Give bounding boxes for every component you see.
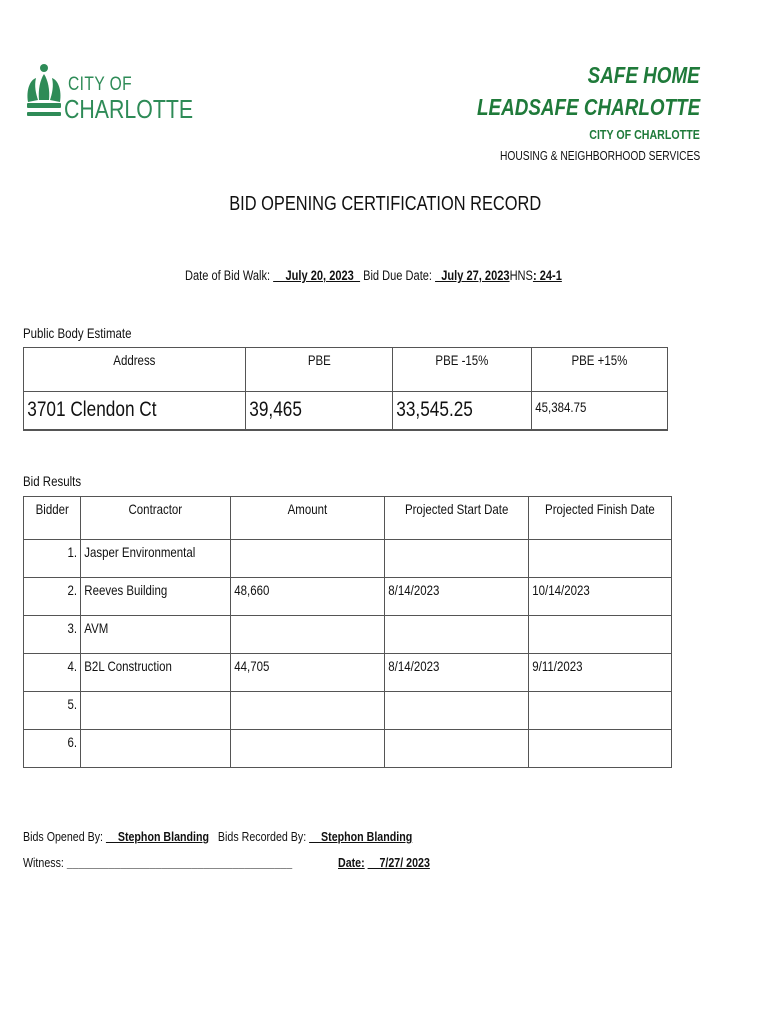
pbe-plus-15: 45,384.75 — [532, 392, 668, 431]
bids-opened-recorded-line — [23, 829, 412, 844]
bid-header-cell: Projected Start Date — [384, 497, 528, 540]
pbe-header-cell: PBE +15% — [532, 348, 668, 392]
finish-date: 9/11/2023 — [529, 654, 672, 692]
witness-label: Witness: — [23, 855, 64, 870]
finish-date — [529, 616, 672, 654]
bid-results-label: Bid Results — [23, 473, 82, 489]
bid-header-cell: Projected Finish Date — [529, 497, 672, 540]
pbe-header-cell: Address — [24, 348, 246, 392]
finish-date — [529, 540, 672, 578]
bid-results-table — [23, 496, 672, 768]
bid-header-cell: Contractor — [81, 497, 231, 540]
date-label: Date: — [338, 855, 365, 870]
pbe-minus-15: 33,545.25 — [393, 392, 532, 431]
bid-dates-line — [185, 268, 562, 283]
pbe-table — [23, 347, 668, 431]
start-date: 8/14/2023 — [384, 654, 528, 692]
signature-date-line — [338, 855, 430, 870]
bid-due-date: _July 27, 2023 — [435, 268, 510, 283]
table-row — [24, 616, 672, 654]
contractor-name: Jasper Environmental — [81, 540, 231, 578]
bid-header-row — [24, 497, 672, 540]
bidder-number: 6. — [24, 730, 81, 768]
pbe-section-label: Public Body Estimate — [23, 325, 132, 341]
bid-amount: 48,660 — [231, 578, 385, 616]
bid-walk-label: Date of Bid Walk: — [185, 268, 271, 283]
recorded-by-label: Bids Recorded By: — [217, 829, 307, 844]
table-row — [24, 730, 672, 768]
logo-charlotte: CHARLOTTE — [64, 94, 194, 124]
department-name: HOUSING & NEIGHBORHOOD SERVICES — [499, 149, 700, 163]
opened-by-name: __Stephon Blanding — [105, 829, 210, 844]
start-date: 8/14/2023 — [384, 578, 528, 616]
finish-date — [529, 692, 672, 730]
recorded-by-name: __Stephon Blanding — [309, 829, 413, 844]
table-row — [24, 692, 672, 730]
crown-icon — [24, 62, 64, 120]
start-date — [384, 616, 528, 654]
bid-walk-date: __July 20, 2023_ — [273, 268, 360, 283]
date-value: __7/27/ 2023 — [367, 855, 430, 870]
bid-amount — [231, 730, 385, 768]
hns-label: HNS — [509, 268, 533, 283]
finish-date: 10/14/2023 — [529, 578, 672, 616]
pbe-address: 3701 Clendon Ct — [24, 392, 246, 431]
bidder-number: 2. — [24, 578, 81, 616]
program-title: SAFE HOME — [587, 62, 700, 88]
pbe-header-row — [24, 348, 668, 392]
bid-header-cell: Amount — [231, 497, 385, 540]
bid-amount — [231, 540, 385, 578]
pbe-header-cell: PBE -15% — [393, 348, 532, 392]
bid-amount: 44,705 — [231, 654, 385, 692]
opened-by-label: Bids Opened By: — [23, 829, 104, 844]
witness-line — [23, 855, 292, 870]
start-date — [384, 730, 528, 768]
pbe-value: 39,465 — [245, 392, 393, 431]
table-row — [24, 578, 672, 616]
hns-value: : 24-1 — [532, 268, 562, 283]
program-subtitle: LEADSAFE CHARLOTTE — [476, 94, 700, 120]
contractor-name: Reeves Building — [81, 578, 231, 616]
table-row — [24, 654, 672, 692]
bid-amount — [231, 616, 385, 654]
start-date — [384, 692, 528, 730]
finish-date — [529, 730, 672, 768]
bid-header-cell: Bidder — [24, 497, 81, 540]
bidder-number: 4. — [24, 654, 81, 692]
logo-city-of: CITY OF — [68, 74, 133, 95]
start-date — [384, 540, 528, 578]
table-row — [24, 540, 672, 578]
bid-due-label: Bid Due Date: — [363, 268, 432, 283]
contractor-name — [81, 730, 231, 768]
contractor-name: AVM — [81, 616, 231, 654]
pbe-header-cell: PBE — [245, 348, 393, 392]
city-of-charlotte-logo — [24, 62, 194, 124]
bidder-number: 1. — [24, 540, 81, 578]
bid-amount — [231, 692, 385, 730]
witness-signature-line: ______________________________________ — [66, 855, 293, 870]
document-title: BID OPENING CERTIFICATION RECORD — [229, 193, 541, 215]
city-name: CITY OF CHARLOTTE — [589, 127, 700, 142]
contractor-name: B2L Construction — [81, 654, 231, 692]
contractor-name — [81, 692, 231, 730]
bidder-number: 5. — [24, 692, 81, 730]
bidder-number: 3. — [24, 616, 81, 654]
pbe-data-row — [24, 392, 668, 431]
